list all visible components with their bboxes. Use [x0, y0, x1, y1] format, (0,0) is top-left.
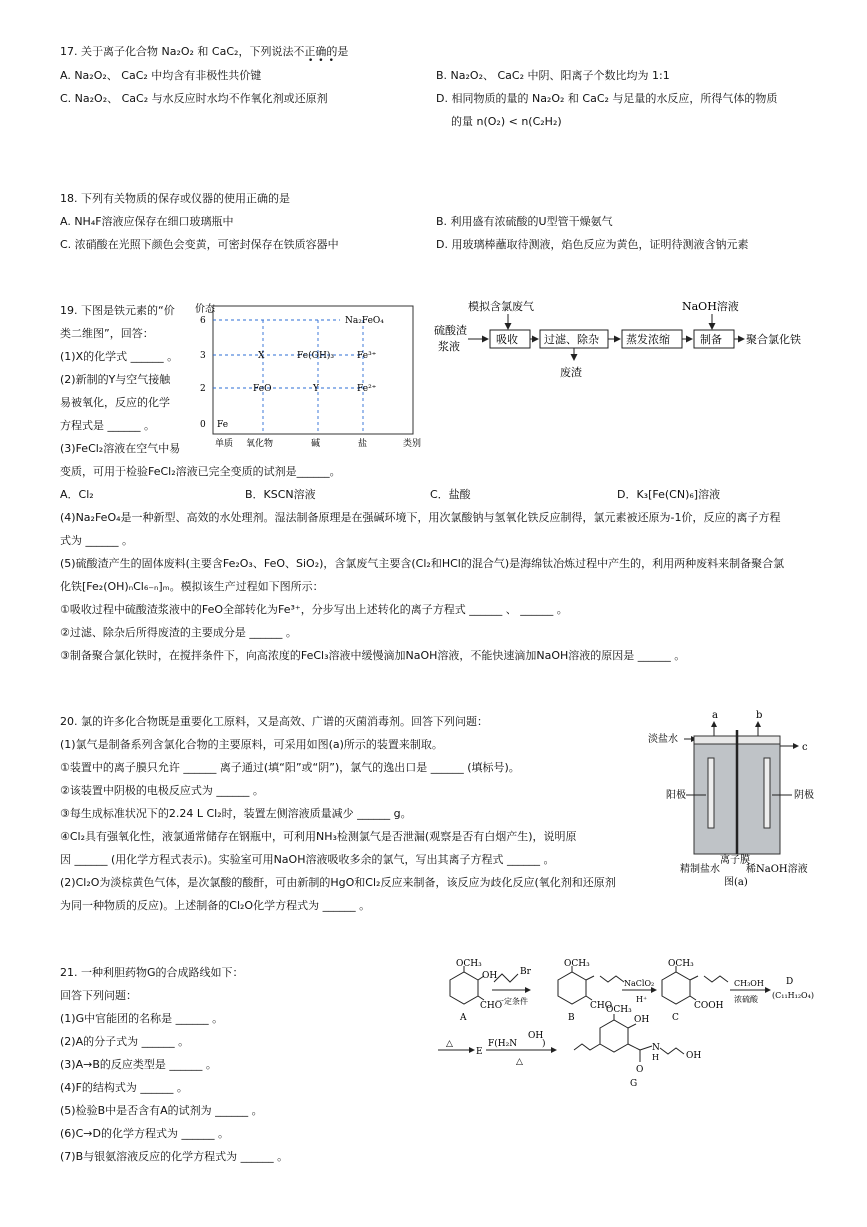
q17-option-d-line1: D. 相同物质的量的 Na₂O₂ 和 CaC₂ 与足量的水反应，所得气体的物质	[436, 92, 778, 105]
g-o: O	[636, 1065, 644, 1075]
q20-line3: ①装置中的离子膜只允许 ______ 离子通过(填“阳”或“阴”)，氯气的逸出口是 ______ (填标号)。	[60, 761, 520, 774]
port-a-label: a	[712, 710, 718, 721]
q19-line9: (4)Na₂FeO₄是一种新型、高效的水处理剂。湿法制备原理是在强碱环境下，用次氯酸钠与氢氧化铁反应制得，氯元素被还原为-1价，反应的离子方程	[60, 511, 781, 524]
q21-line5: (3)A→B的反应类型是 ______ 。	[60, 1058, 217, 1071]
q19-line6: 方程式是 ______ 。	[60, 419, 155, 432]
reagent-hplus: H⁺	[636, 995, 648, 1004]
q19-line10: 式为 ______ 。	[60, 534, 133, 547]
xtick-category: 类别	[403, 439, 422, 449]
q20-line5: ③每生成标准状况下的2.24 L Cl₂时，装置左侧溶液质量减少 ______ g。	[60, 807, 412, 820]
cond-1: 一定条件	[496, 997, 528, 1006]
cathode-label: 阴极	[794, 790, 814, 801]
q17-option-d-line2: 的量 n(O₂) < n(C₂H₂)	[451, 115, 562, 128]
q18-option-a: A. NH₄F溶液应保存在细口玻璃瓶中	[60, 215, 234, 228]
a-och3: OCH₃	[456, 959, 482, 969]
q21-line1: 21. 一种利胆药物G的合成路线如下：	[60, 966, 244, 979]
point-fe: Fe	[217, 420, 229, 430]
point-x: X	[258, 351, 265, 361]
q20-line8: (2)Cl₂O为淡棕黄色气体，是次氯酸的酸酐，可由新制的HgO和Cl₂反应来制备，该反应为歧化反应(氧化剂和还原剂	[60, 876, 616, 889]
q20-line2: (1)氯气是制备系列含氯化合物的主要原料，可采用如图(a)所示的装置来制取。	[60, 738, 443, 751]
compound-g-ring	[600, 1020, 628, 1052]
flow-top-naoh: NaOH溶液	[682, 300, 739, 313]
reagent-ch3oh: CH₃OH	[734, 979, 764, 988]
b-cho: CHO	[590, 1001, 613, 1011]
reagent-naclo2: NaClO₂	[624, 979, 655, 988]
q18-stem: 18. 下列有关物质的保存或仪器的使用正确的是	[60, 192, 290, 205]
flow-top-gas: 模拟含氯废气	[468, 300, 534, 313]
label-b: B	[568, 1013, 575, 1023]
emphasis-dots: •••	[308, 56, 339, 66]
flow-input-line1: 硫酸渣	[434, 324, 467, 337]
q19-option-d: D．K₃[Fe(CN)₆]溶液	[617, 488, 721, 501]
iron-value-class-diagram	[190, 300, 430, 450]
a-oh: OH	[482, 971, 498, 981]
label-e: E	[476, 1047, 483, 1057]
port-b-label: b	[756, 710, 763, 721]
compound-c-ring	[662, 972, 690, 1004]
q20-line4: ②该装置中阴极的电极反应式为 ______ 。	[60, 784, 264, 797]
q19-line8: 变质，可用于检验FeCl₂溶液已完全变质的试剂是______。	[60, 465, 341, 478]
point-feo: FeO	[253, 384, 272, 394]
q21-line2: 回答下列问题：	[60, 989, 137, 1002]
ytick-2: 2	[200, 384, 206, 394]
q19-line12: 化铁[Fe₂(OH)ₙCl₆₋ₙ]ₘ。模拟该生产过程如下图所示：	[60, 580, 324, 593]
g-h: H	[652, 1053, 659, 1062]
delta-2: △	[516, 1057, 523, 1067]
label-g: G	[630, 1079, 638, 1089]
q19-option-b: B．KSCN溶液	[245, 488, 316, 501]
compound-b-ring	[558, 972, 586, 1004]
reagent-h2so4: 浓硫酸	[734, 995, 758, 1004]
ytick-6: 6	[200, 316, 206, 326]
xtick-base: 碱	[311, 439, 321, 449]
chart-ylabel: 价态	[195, 304, 215, 315]
electrolysis-cell-figure	[648, 708, 818, 888]
xtick-salt: 盐	[358, 439, 368, 449]
d-formula: (C₁₁H₁₂O₄)	[772, 991, 814, 1000]
figure-caption: 图(a)	[724, 877, 748, 888]
flow-output: 聚合氯化铁	[746, 333, 801, 346]
q21-line6: (4)F的结构式为 ______ 。	[60, 1081, 188, 1094]
point-na2feo4: Na₂FeO₄	[345, 316, 384, 326]
flow-input-line2: 浆液	[438, 340, 460, 353]
membrane-label: 离子膜	[720, 855, 750, 866]
q19-line13: ①吸收过程中硫酸渣浆液中的FeO全部转化为Fe³⁺，分步写出上述转化的离子方程式 ______ 、 ______ 。	[60, 603, 568, 616]
bottom-right-label: 稀NaOH溶液	[746, 864, 808, 875]
q21-line4: (2)A的分子式为 ______ 。	[60, 1035, 190, 1048]
q19-line7: (3)FeCl₂溶液在空气中易	[60, 442, 181, 455]
q19-line3: (1)X的化学式 ______ 。	[60, 350, 179, 363]
q17-option-c: C. Na₂O₂、 CaC₂ 与水反应时水均不作氧化剂或还原剂	[60, 92, 328, 105]
q18-option-c: C. 浓硝酸在光照下颜色会变黄，可密封保存在铁质容器中	[60, 238, 339, 251]
reagent-f: F(H₂N	[488, 1039, 518, 1049]
q20-line9: 为同一种物质的反应)。上述制备的Cl₂O化学方程式为 ______ 。	[60, 899, 371, 912]
synthesis-route-scheme	[430, 958, 830, 1098]
reagent-br: Br	[520, 967, 531, 977]
xtick-oxide: 氧化物	[246, 439, 274, 449]
q21-line8: (6)C→D的化学方程式为 ______ 。	[60, 1127, 229, 1140]
label-d: D	[786, 977, 794, 987]
label-c: C	[672, 1013, 679, 1023]
point-fe2: Fe²⁺	[357, 384, 377, 394]
point-fe3: Fe³⁺	[357, 351, 377, 361]
port-c-label: c	[802, 742, 808, 753]
process-flow-diagram	[432, 296, 812, 386]
anode-label: 阳极	[666, 790, 686, 801]
q19-line14: ②过滤、除杂后所得废渣的主要成分是 ______ 。	[60, 626, 297, 639]
q19-line2: 类二维图”，回答：	[60, 327, 154, 340]
xtick-elemental: 单质	[215, 439, 234, 449]
ytick-3: 3	[200, 351, 206, 361]
q19-line1: 19. 下图是铁元素的“价	[60, 304, 175, 317]
g-terminal-oh: OH	[686, 1051, 702, 1061]
inlet-label: 淡盐水	[648, 734, 678, 745]
q19-line11: (5)硫酸渣产生的固体废料(主要含Fe₂O₃、FeO、SiO₂)，含氯废气主要含(Cl₂和HCl的混合气)是海绵钛冶炼过程中产生的，利用两种废料来制备聚合氯	[60, 557, 785, 570]
q21-line3: (1)G中官能团的名称是 ______ 。	[60, 1012, 224, 1025]
q17-option-b: B. Na₂O₂、 CaC₂ 中阴、阳离子个数比均为 1:1	[436, 69, 670, 82]
q19-line15: ③制备聚合氯化铁时，在搅拌条件下，向高浓度的FeCl₃溶液中缓慢滴加NaOH溶液，不能快速滴加NaOH溶液的原因是 ______ 。	[60, 649, 686, 662]
point-y: Y	[313, 384, 319, 394]
anode-rod	[708, 758, 714, 828]
g-n: N	[652, 1043, 660, 1053]
flow-waste: 废渣	[560, 366, 582, 379]
flow-step-absorb: 吸收	[496, 333, 518, 346]
q19-option-c: C．盐酸	[430, 488, 471, 501]
a-cho: CHO	[480, 1001, 503, 1011]
q19-option-a: A．Cl₂	[60, 488, 94, 501]
reagent-f-oh: OH	[528, 1031, 544, 1041]
label-a: A	[460, 1013, 467, 1023]
flow-step-filter: 过滤、除杂	[544, 333, 599, 346]
q17-option-a: A. Na₂O₂、 CaC₂ 中均含有非极性共价键	[60, 69, 262, 82]
cathode-rod	[764, 758, 770, 828]
b-och3: OCH₃	[564, 959, 590, 969]
point-feoh3: Fe(OH)₃	[297, 351, 334, 361]
q18-option-d: D. 用玻璃棒蘸取待测液，焰色反应为黄色，证明待测液含钠元素	[436, 238, 749, 251]
q19-line4: (2)新制的Y与空气接触	[60, 373, 171, 386]
q20-line1: 20. 氯的许多化合物既是重要化工原料，又是高效、广谱的灭菌消毒剂。回答下列问题：	[60, 715, 488, 728]
bottom-left-label: 精制盐水	[680, 864, 720, 875]
g-och3: OCH₃	[606, 1005, 632, 1015]
chart-guides	[213, 320, 363, 434]
q20-line6: ④Cl₂具有强氧化性，液氯通常储存在钢瓶中，可利用NH₃检测氯气是否泄漏(观察是否有白烟产生)，说明原	[60, 830, 577, 843]
q17-stem: 17. 关于离子化合物 Na₂O₂ 和 CaC₂，下列说法不正确的是	[60, 45, 349, 58]
c-och3: OCH₃	[668, 959, 694, 969]
flow-step-evaporate: 蒸发浓缩	[626, 333, 670, 346]
q21-line7: (5)检验B中是否含有A的试剂为 ______ 。	[60, 1104, 263, 1117]
delta-1: △	[446, 1039, 453, 1049]
reagent-f-end: )	[542, 1039, 546, 1049]
flow-step-prepare: 制备	[700, 333, 722, 346]
q21-line9: (7)B与银氨溶液反应的化学方程式为 ______ 。	[60, 1150, 289, 1163]
g-oh: OH	[634, 1015, 650, 1025]
ytick-0: 0	[200, 420, 206, 430]
compound-a-ring	[450, 972, 478, 1004]
q19-line5: 易被氧化，反应的化学	[60, 396, 170, 409]
q18-option-b: B. 利用盛有浓硫酸的U型管干燥氨气	[436, 215, 613, 228]
c-cooh: COOH	[694, 1001, 724, 1011]
q20-line7: 因 ______ (用化学方程式表示)。实验室可用NaOH溶液吸收多余的氯气，写出其离子方程式 ______ 。	[60, 853, 555, 866]
